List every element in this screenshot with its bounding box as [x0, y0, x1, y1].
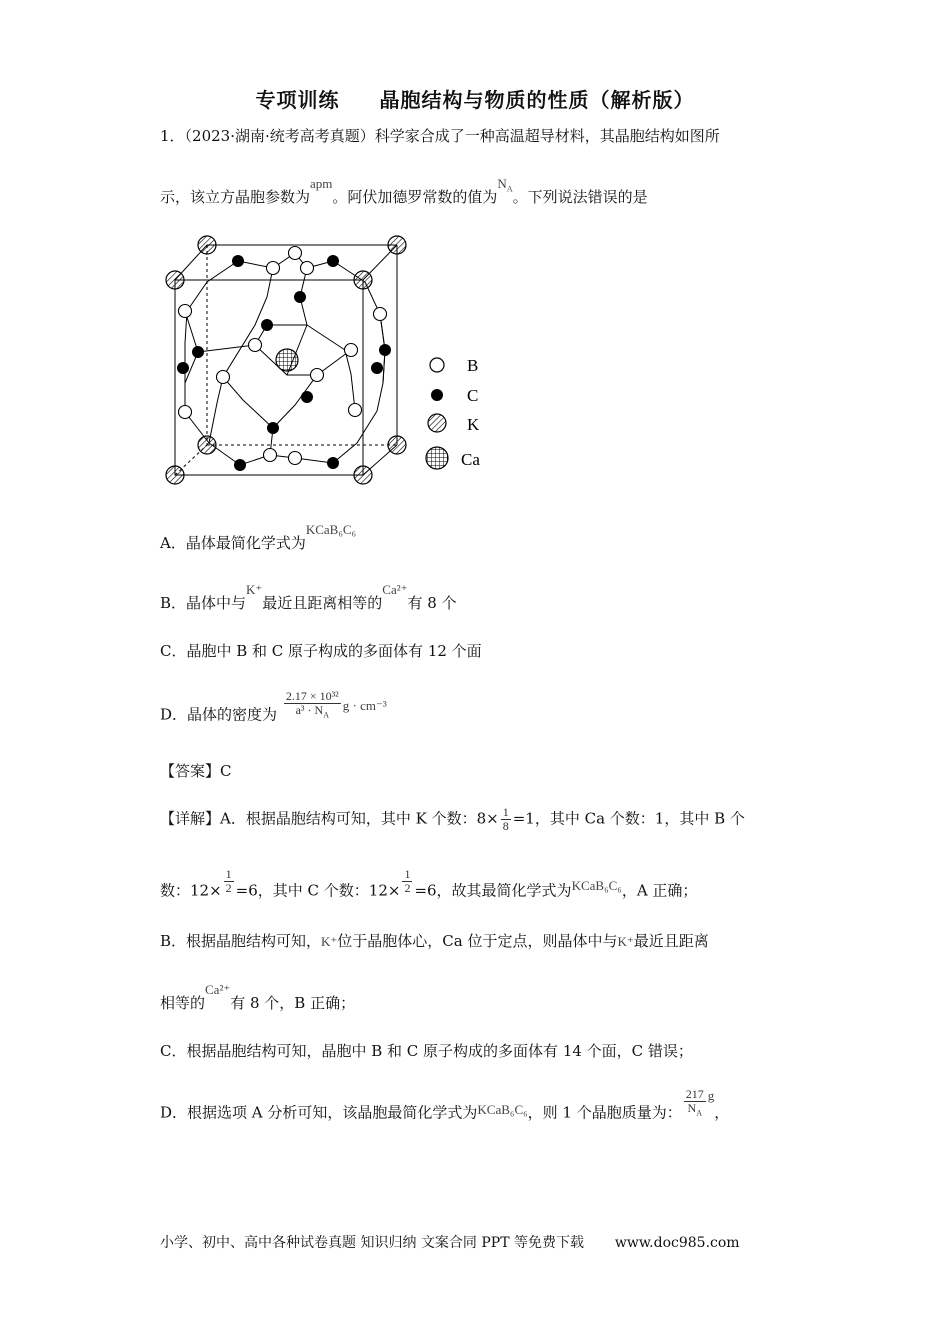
legend-ca-label: Ca [461, 450, 480, 469]
footer [160, 1232, 740, 1252]
question-stem-line1: 1．（2023·湖南·统考高考真题）科学家合成了一种高温超导材料，其晶胞结构如图所 [160, 127, 720, 145]
explanation-a-line2: 数：12× $\frac{1}{2}$ =6，其中 C 个数：12× $\frac{1}{2}$ =6，故其最简化学式为KCaB₆C₆，A 正确； [160, 867, 698, 900]
footer-text: 小学、初中、高中各种试卷真题 知识归纳 文案合同 PPT 等免费下载 [160, 1235, 584, 1251]
option-d: D．晶体的密度为 $\frac{\text{2.17 × 10³²}}{a^3 \cdot N_A}$ g · cm⁻³ [160, 689, 387, 724]
answer: 【答案】C [160, 762, 232, 780]
option-c: C．晶胞中 B 和 C 原子构成的多面体有 12 个面 [160, 642, 482, 660]
formula: KCaB₆C₆ [305, 522, 357, 537]
explanation-b-line1: B．根据晶胞结构可知，K⁺位于晶胞体心，Ca 位于定点，则晶体中与K⁺最近且距离 [160, 932, 709, 950]
explanation-d: D．根据选项 A 分析可知，该晶胞最简化学式为KCaB₆C₆，则 1 个晶胞质量为： $\frac{217}{N_A}$ g， [160, 1087, 730, 1122]
footer-link[interactable]: www.doc985.com [614, 1235, 740, 1251]
avogadro-symbol: $N_A$ [497, 176, 513, 194]
legend-c-symbol [431, 389, 443, 401]
legend-k-label: K [467, 415, 480, 434]
legend-b-symbol [430, 358, 444, 372]
legend-k-symbol [428, 414, 446, 432]
option-a: A．晶体最简化学式为KCaB₆C₆ [160, 522, 357, 552]
explanation-a-line1: 【详解】A．根据晶胞结构可知，其中 K 个数：8× $\frac{1}{8}$ =1，其中 Ca 个数：1，其中 B 个 [160, 805, 745, 833]
title-right: 晶胞结构与物质的性质（解析版） [379, 88, 695, 112]
page-title [0, 84, 950, 113]
density-fraction: $\frac{\text{2.17 × 10³²}}{a^3 \cdot N_A}$ [285, 689, 339, 720]
explanation-b-line2: 相等的Ca²⁺有 8 个，B 正确； [160, 982, 356, 1012]
title-left: 专项训练 [255, 88, 340, 112]
question-stem-line2: 示，该立方晶胞参数为apm。阿伏加德罗常数的值为$N_A$。下列说法错误的是 [160, 176, 648, 206]
diagram-legend [426, 356, 480, 469]
question-number: 1． [160, 127, 185, 145]
legend-ca-symbol [426, 447, 448, 469]
lattice-parameter: apm [310, 176, 333, 191]
legend-b-label: B [467, 356, 479, 375]
explanation-c: C．根据晶胞结构可知，晶胞中 B 和 C 原子构成的多面体有 14 个面，C 错误； [160, 1042, 693, 1060]
crystal-structure-diagram [155, 225, 495, 495]
option-b: B．晶体中与K⁺最近且距离相等的Ca²⁺有 8 个 [160, 582, 457, 612]
legend-c-label: C [467, 386, 479, 405]
